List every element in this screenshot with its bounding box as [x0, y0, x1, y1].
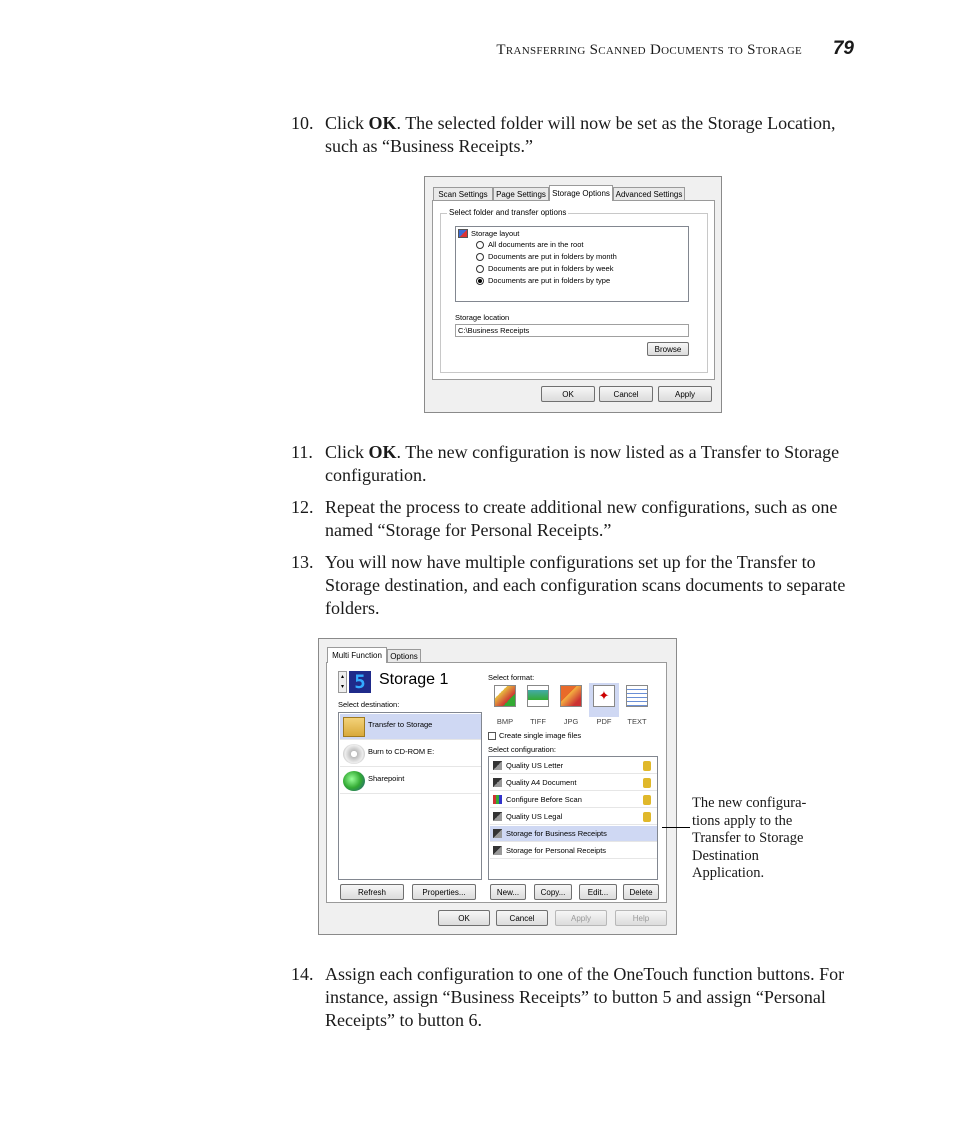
lock-icon	[643, 812, 651, 822]
select-configuration-label: Select configuration:	[488, 745, 556, 754]
configuration-item[interactable]: Quality US Letter	[490, 758, 657, 774]
tab-page-settings[interactable]: Page Settings	[493, 187, 549, 201]
destination-list	[338, 712, 482, 880]
step-14	[291, 963, 861, 1032]
tab-advanced-settings[interactable]: Advanced Settings	[613, 187, 685, 201]
location-label: Storage location	[455, 313, 510, 322]
callout-leader-line	[662, 827, 690, 828]
radio-circle-icon	[476, 253, 484, 261]
callout-text: The new configura-tions apply to the Transfer to Storage Destination Application.	[692, 795, 807, 881]
onetouch-properties-dialog	[318, 638, 677, 935]
ok-button[interactable]: OK	[438, 910, 490, 926]
lock-icon	[643, 795, 651, 805]
tab-scan-settings[interactable]: Scan Settings	[433, 187, 493, 201]
apply-button[interactable]: Apply	[555, 910, 607, 926]
cd-burn-icon	[343, 744, 365, 764]
step-number: 11.	[291, 442, 313, 462]
step-number: 13.	[291, 552, 314, 572]
scanner-config-icon	[493, 812, 502, 821]
tab-panel	[326, 662, 667, 903]
spinner-up-icon[interactable]: ▴	[340, 674, 344, 680]
scanner-config-icon	[493, 846, 502, 855]
lock-icon	[643, 761, 651, 771]
folder-tree-icon	[458, 229, 468, 238]
storage-layout-header	[458, 229, 519, 238]
radio-by-month[interactable]: Documents are put in folders by month	[476, 252, 617, 261]
step-12	[291, 496, 861, 542]
cancel-button[interactable]: Cancel	[599, 386, 653, 402]
layout-label: Storage layout	[471, 229, 520, 238]
running-title: Transferring Scanned Documents to Storage	[496, 42, 802, 58]
radio-by-week[interactable]: Documents are put in folders by week	[476, 264, 613, 273]
tab-storage-options[interactable]: Storage Options	[549, 185, 613, 201]
step-10	[291, 112, 861, 158]
scanner-config-icon	[493, 761, 502, 770]
configuration-list	[488, 756, 658, 880]
format-pdf[interactable]: ✦ PDF	[589, 683, 619, 717]
select-destination-label: Select destination:	[338, 700, 400, 709]
step-11	[291, 441, 861, 487]
configuration-item[interactable]: Quality A4 Document	[490, 775, 657, 791]
pdf-icon: ✦	[593, 685, 615, 707]
text-icon	[626, 685, 648, 707]
format-jpg[interactable]: JPG	[556, 683, 586, 717]
delete-button[interactable]: Delete	[623, 884, 659, 900]
step-text: You will now have multiple configurations set up for the Transfer to Storage destination, and each configuration scans documents to separate folders.	[325, 552, 846, 618]
step-13	[291, 551, 861, 620]
configuration-item[interactable]: Quality US Legal	[490, 809, 657, 825]
storage-location-input[interactable]: C:\Business Receipts	[455, 324, 689, 337]
tab-panel	[432, 200, 715, 380]
properties-button[interactable]: Properties...	[412, 884, 476, 900]
step-text: Click OK. The selected folder will now be set as the Storage Location, such as “Business Receipts.”	[325, 113, 836, 156]
copy-button[interactable]: Copy...	[534, 884, 572, 900]
bmp-icon	[494, 685, 516, 707]
select-format-label: Select format:	[488, 673, 535, 682]
step-number: 12.	[291, 497, 314, 517]
format-bmp[interactable]: BMP	[490, 683, 520, 717]
tiff-icon	[527, 685, 549, 707]
spinner-down-icon[interactable]: ▾	[340, 684, 344, 690]
tab-options[interactable]: Options	[387, 649, 421, 663]
configuration-item[interactable]: Storage for Business Receipts	[490, 826, 657, 842]
radio-root[interactable]: All documents are in the root	[476, 240, 583, 249]
storage-options-dialog	[424, 176, 722, 413]
format-text[interactable]: TEXT	[622, 683, 652, 717]
storage-layout-list	[455, 226, 689, 302]
scanner-config-icon	[493, 829, 502, 838]
page-number: 79	[832, 38, 854, 59]
folder-icon	[343, 717, 365, 737]
step-number: 10.	[291, 113, 314, 133]
ok-button[interactable]: OK	[541, 386, 595, 402]
configuration-title: Storage 1	[379, 671, 449, 688]
button-number-display: 5	[349, 671, 371, 693]
new-button[interactable]: New...	[490, 884, 526, 900]
jpg-icon	[560, 685, 582, 707]
radio-by-type[interactable]: Documents are put in folders by type	[476, 276, 610, 285]
cancel-button[interactable]: Cancel	[496, 910, 548, 926]
configuration-item[interactable]: Storage for Personal Receipts	[490, 843, 657, 859]
edit-button[interactable]: Edit...	[579, 884, 617, 900]
step-text: Click OK. The new configuration is now listed as a Transfer to Storage configuration.	[325, 442, 840, 485]
refresh-button[interactable]: Refresh	[340, 884, 404, 900]
tab-multi-function[interactable]: Multi Function	[327, 647, 387, 663]
step-text: Assign each configuration to one of the OneTouch function buttons. For instance, assign “Business Receipts” to button 5 and assign “Personal Receipts” to button 6.	[325, 964, 845, 1030]
apply-button[interactable]: Apply	[658, 386, 712, 402]
checkbox-icon[interactable]	[488, 732, 496, 740]
sharepoint-icon	[343, 771, 365, 791]
group-label: Select folder and transfer options	[449, 208, 567, 217]
destination-item[interactable]: Burn to CD-ROM E:	[340, 741, 481, 767]
color-config-icon	[493, 795, 502, 804]
radio-circle-icon	[476, 265, 484, 273]
lock-icon	[643, 778, 651, 788]
folder-options-group	[440, 208, 708, 373]
step-text: Repeat the process to create additional new configurations, such as one named “Storage for Personal Receipts.”	[325, 497, 838, 540]
destination-item[interactable]: Transfer to Storage	[340, 714, 481, 740]
radio-checked-icon	[476, 277, 484, 285]
scanner-config-icon	[493, 778, 502, 787]
step-number: 14.	[291, 964, 314, 984]
destination-item[interactable]: Sharepoint	[340, 768, 481, 794]
format-tiff[interactable]: TIFF	[523, 683, 553, 717]
browse-button[interactable]: Browse	[647, 342, 689, 356]
button-spinner[interactable]	[338, 671, 347, 693]
configuration-item[interactable]: Configure Before Scan	[490, 792, 657, 808]
single-image-option[interactable]: Create single image files	[488, 731, 581, 740]
help-button[interactable]: Help	[615, 910, 667, 926]
radio-circle-icon	[476, 241, 484, 249]
